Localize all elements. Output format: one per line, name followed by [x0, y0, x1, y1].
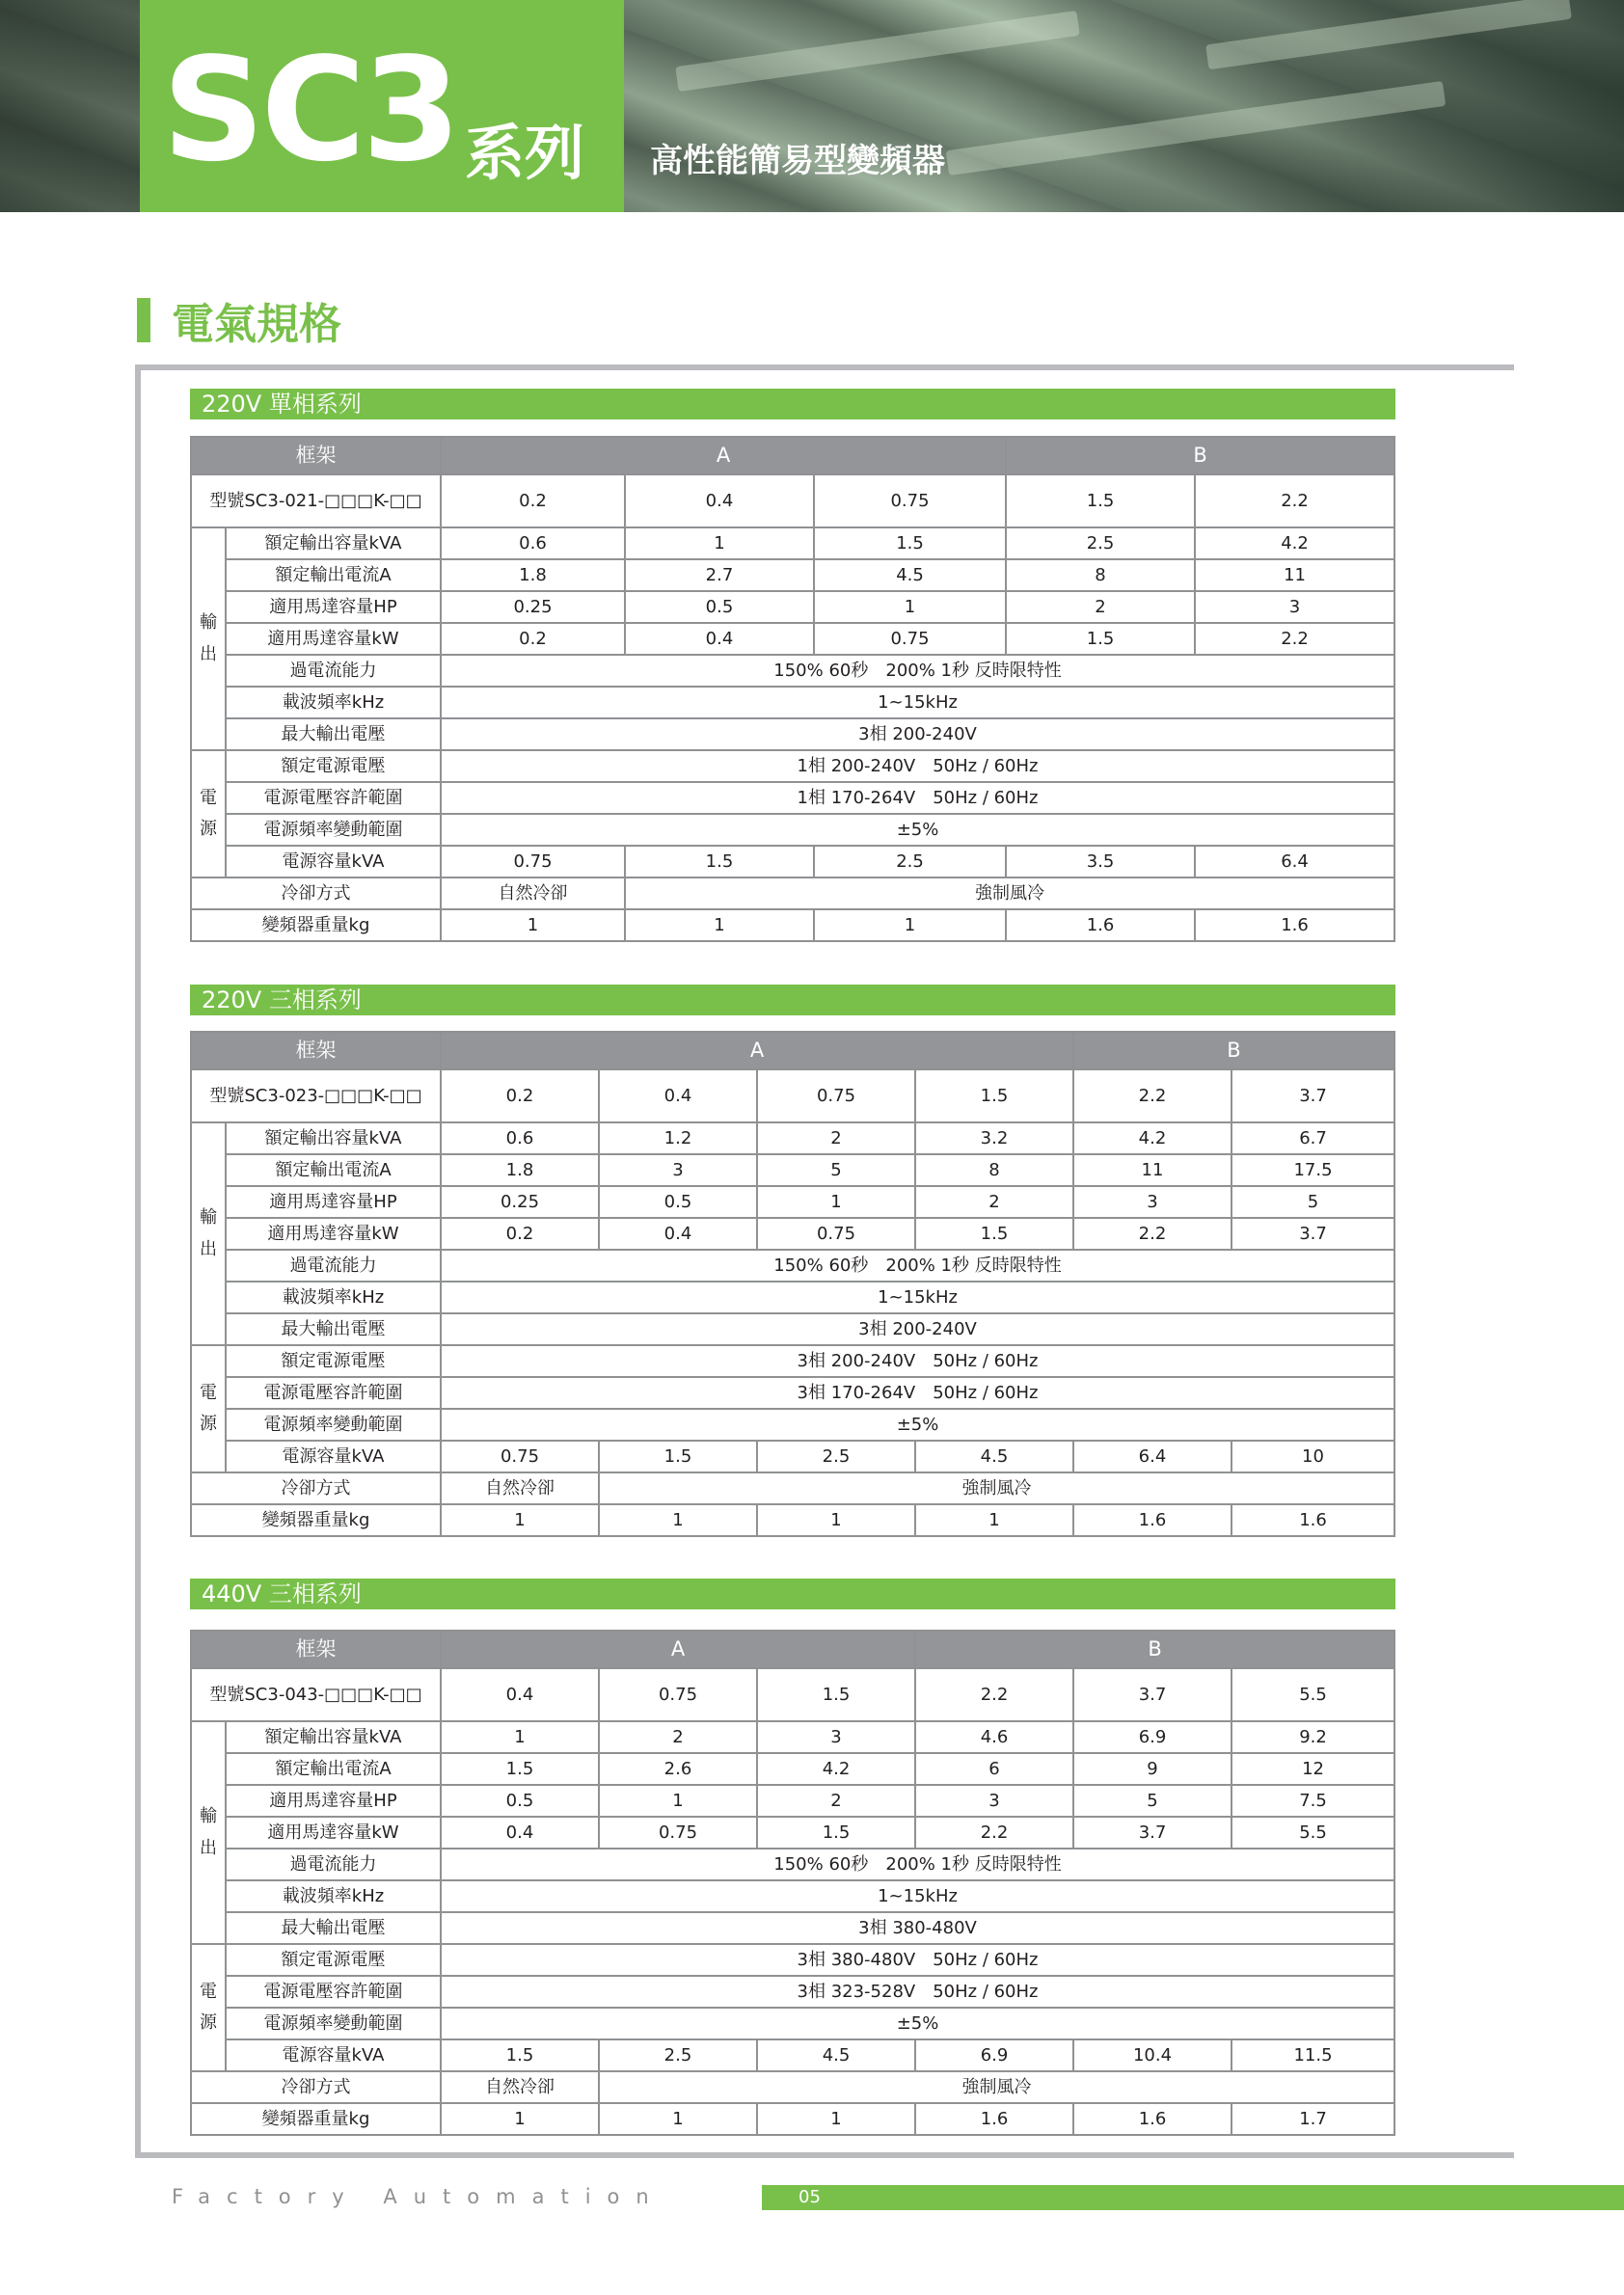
table-row	[191, 591, 1394, 623]
model-label: 型號SC3-023-□□□K-□□	[191, 1069, 441, 1122]
value-cell: 2.5	[1006, 527, 1195, 559]
frame-row	[191, 437, 1394, 474]
value-cell: ±5%	[441, 2008, 1394, 2039]
value-cell: 2.6	[599, 1753, 757, 1785]
table-row	[191, 1377, 1394, 1409]
value-cell: 1相 200-240V 50Hz / 60Hz	[441, 750, 1394, 782]
output-side-label: 輸 出	[191, 1721, 226, 1944]
value-cell: 2.7	[625, 559, 814, 591]
value-cell: 0.5	[599, 1186, 757, 1218]
value-cell: 6	[915, 1753, 1073, 1785]
value-cell: 1	[441, 1721, 599, 1753]
value-cell: 3相 200-240V	[441, 718, 1394, 750]
table-row	[191, 1504, 1394, 1536]
table-row	[191, 1817, 1394, 1849]
power-side-label: 電 源	[191, 750, 226, 878]
value-cell: 150% 60秒 200% 1秒 反時限特性	[441, 1849, 1394, 1880]
frame-label: 框架	[191, 437, 441, 474]
value-cell: 3相 380-480V	[441, 1912, 1394, 1944]
value-cell: 1	[814, 909, 1006, 941]
value-cell: 6.4	[1073, 1441, 1232, 1472]
table-row	[191, 655, 1394, 687]
value-cell: 11	[1073, 1154, 1232, 1186]
group-title-bar: 220V 三相系列	[190, 985, 1395, 1015]
value-cell: 2	[599, 1721, 757, 1753]
value-cell: 0.75	[757, 1218, 915, 1250]
model-label: 型號SC3-043-□□□K-□□	[191, 1668, 441, 1721]
value-cell: 17.5	[1232, 1154, 1394, 1186]
row-label: 載波頻率kHz	[226, 1880, 441, 1912]
footer-tagline: Factory Automation	[172, 2185, 665, 2208]
value-cell: 6.4	[1195, 846, 1394, 878]
banner-light-streak	[1205, 0, 1572, 69]
value-cell: 1.5	[1006, 623, 1195, 655]
value-cell: 強制風冷	[599, 2071, 1394, 2103]
row-label: 適用馬達容量HP	[226, 591, 441, 623]
row-label: 冷卻方式	[191, 2071, 441, 2103]
output-side-label: 輸 出	[191, 1122, 226, 1345]
table-row	[191, 878, 1394, 909]
value-cell: 7.5	[1232, 1785, 1394, 1817]
table-row	[191, 1250, 1394, 1282]
row-label: 過電流能力	[226, 1250, 441, 1282]
value-cell: 1~15kHz	[441, 1282, 1394, 1313]
table-row	[191, 1282, 1394, 1313]
row-label: 電源容量kVA	[226, 2039, 441, 2071]
value-cell: 3	[915, 1785, 1073, 1817]
value-cell: 強制風冷	[625, 878, 1394, 909]
table-row	[191, 2039, 1394, 2071]
value-cell: 2.2	[1073, 1218, 1232, 1250]
row-label: 額定輸出電流A	[226, 559, 441, 591]
value-cell: 1.5	[441, 1753, 599, 1785]
value-cell: 4.5	[814, 559, 1006, 591]
row-label: 冷卻方式	[191, 878, 441, 909]
banner-light-streak	[675, 11, 1080, 92]
value-cell: 11	[1195, 559, 1394, 591]
value-cell: 9.2	[1232, 1721, 1394, 1753]
table-row	[191, 687, 1394, 718]
model-cell: 1.5	[757, 1668, 915, 1721]
value-cell: 1	[599, 1504, 757, 1536]
value-cell: 5	[757, 1154, 915, 1186]
row-label: 電源容量kVA	[226, 1441, 441, 1472]
series-code: SC3	[162, 27, 458, 193]
value-cell: 6.7	[1232, 1122, 1394, 1154]
row-label: 最大輸出電壓	[226, 718, 441, 750]
model-label: 型號SC3-021-□□□K-□□	[191, 474, 441, 527]
frame-row	[191, 1631, 1394, 1668]
value-cell: 1.8	[441, 1154, 599, 1186]
value-cell: 自然冷卻	[441, 1472, 599, 1504]
value-cell: 0.2	[441, 623, 625, 655]
header-banner	[0, 0, 1624, 212]
value-cell: 0.5	[625, 591, 814, 623]
value-cell: 4.2	[1195, 527, 1394, 559]
value-cell: 1.6	[1073, 1504, 1232, 1536]
value-cell: 1.5	[625, 846, 814, 878]
value-cell: 4.6	[915, 1721, 1073, 1753]
value-cell: 1	[441, 2103, 599, 2135]
model-cell: 2.2	[915, 1668, 1073, 1721]
value-cell: 12	[1232, 1753, 1394, 1785]
value-cell: 8	[1006, 559, 1195, 591]
row-label: 電源電壓容許範圍	[226, 782, 441, 814]
value-cell: 0.25	[441, 591, 625, 623]
value-cell: 2.5	[814, 846, 1006, 878]
row-label: 適用馬達容量kW	[226, 1817, 441, 1849]
value-cell: 3.7	[1232, 1218, 1394, 1250]
table-row	[191, 782, 1394, 814]
value-cell: 10	[1232, 1441, 1394, 1472]
row-label: 變頻器重量kg	[191, 2103, 441, 2135]
model-cell: 0.2	[441, 474, 625, 527]
spec-table-220v-single	[190, 436, 1395, 942]
value-cell: 4.5	[757, 2039, 915, 2071]
row-label: 冷卻方式	[191, 1472, 441, 1504]
model-cell: 2.2	[1073, 1069, 1232, 1122]
value-cell: 3	[1195, 591, 1394, 623]
value-cell: 2	[915, 1186, 1073, 1218]
row-label: 最大輸出電壓	[226, 1912, 441, 1944]
table-row	[191, 1472, 1394, 1504]
frame-a: A	[441, 1631, 915, 1668]
value-cell: ±5%	[441, 814, 1394, 846]
row-label: 載波頻率kHz	[226, 1282, 441, 1313]
value-cell: 1	[441, 1504, 599, 1536]
row-label: 電源頻率變動範圍	[226, 2008, 441, 2039]
value-cell: 自然冷卻	[441, 878, 625, 909]
model-cell: 0.4	[441, 1668, 599, 1721]
spec-table-440v-three	[190, 1630, 1395, 2136]
table-row	[191, 1122, 1394, 1154]
row-label: 適用馬達容量HP	[226, 1785, 441, 1817]
value-cell: ±5%	[441, 1409, 1394, 1441]
group-title-bar: 220V 單相系列	[190, 389, 1395, 419]
value-cell: 2	[757, 1785, 915, 1817]
row-label: 額定輸出容量kVA	[226, 1122, 441, 1154]
model-cell: 1.5	[1006, 474, 1195, 527]
value-cell: 5	[1232, 1186, 1394, 1218]
value-cell: 0.4	[441, 1817, 599, 1849]
value-cell: 1	[814, 591, 1006, 623]
value-cell: 1	[757, 1186, 915, 1218]
table-row	[191, 846, 1394, 878]
model-cell: 1.5	[915, 1069, 1073, 1122]
frame-b: B	[1073, 1032, 1394, 1069]
spec-table-220v-three	[190, 1031, 1395, 1537]
power-side-label: 電 源	[191, 1944, 226, 2071]
model-cell: 0.75	[757, 1069, 915, 1122]
table-row	[191, 1721, 1394, 1753]
value-cell: 4.2	[757, 1753, 915, 1785]
value-cell: 5.5	[1232, 1817, 1394, 1849]
table-row	[191, 909, 1394, 941]
value-cell: 11.5	[1232, 2039, 1394, 2071]
value-cell: 6.9	[1073, 1721, 1232, 1753]
model-row	[191, 1069, 1394, 1122]
table-row	[191, 814, 1394, 846]
table-row	[191, 750, 1394, 782]
value-cell: 6.9	[915, 2039, 1073, 2071]
table-row	[191, 1154, 1394, 1186]
value-cell: 10.4	[1073, 2039, 1232, 2071]
frame-a: A	[441, 1032, 1073, 1069]
value-cell: 1.6	[1073, 2103, 1232, 2135]
model-cell: 0.4	[599, 1069, 757, 1122]
value-cell: 3	[1073, 1186, 1232, 1218]
value-cell: 0.5	[441, 1785, 599, 1817]
frame-label: 框架	[191, 1631, 441, 1668]
banner-light-streak	[946, 81, 1447, 176]
row-label: 載波頻率kHz	[226, 687, 441, 718]
model-cell: 0.4	[625, 474, 814, 527]
output-side-label: 輸 出	[191, 527, 226, 750]
row-label: 額定輸出電流A	[226, 1753, 441, 1785]
value-cell: 3	[757, 1721, 915, 1753]
table-row	[191, 1976, 1394, 2008]
table-row	[191, 623, 1394, 655]
row-label: 電源電壓容許範圍	[226, 1377, 441, 1409]
value-cell: 1相 170-264V 50Hz / 60Hz	[441, 782, 1394, 814]
value-cell: 3.7	[1073, 1817, 1232, 1849]
value-cell: 1	[625, 527, 814, 559]
value-cell: 0.75	[599, 1817, 757, 1849]
value-cell: 3	[599, 1154, 757, 1186]
table-row	[191, 2071, 1394, 2103]
value-cell: 0.4	[599, 1218, 757, 1250]
table-row	[191, 2103, 1394, 2135]
series-word: 系列	[465, 118, 585, 188]
value-cell: 1.5	[915, 1218, 1073, 1250]
table-row	[191, 1409, 1394, 1441]
model-cell: 0.2	[441, 1069, 599, 1122]
model-row	[191, 474, 1394, 527]
table-row	[191, 1785, 1394, 1817]
table-row	[191, 718, 1394, 750]
value-cell: 1.7	[1232, 2103, 1394, 2135]
row-label: 額定輸出電流A	[226, 1154, 441, 1186]
row-label: 額定輸出容量kVA	[226, 527, 441, 559]
value-cell: 1	[915, 1504, 1073, 1536]
table-row	[191, 1849, 1394, 1880]
table-row	[191, 1944, 1394, 1976]
row-label: 電源容量kVA	[226, 846, 441, 878]
value-cell: 9	[1073, 1753, 1232, 1785]
value-cell: 1.2	[599, 1122, 757, 1154]
row-label: 額定電源電壓	[226, 1944, 441, 1976]
value-cell: 3相 170-264V 50Hz / 60Hz	[441, 1377, 1394, 1409]
value-cell: 1.5	[599, 1441, 757, 1472]
value-cell: 自然冷卻	[441, 2071, 599, 2103]
footer-page-number: 05	[762, 2185, 1624, 2210]
value-cell: 4.2	[1073, 1122, 1232, 1154]
model-row	[191, 1668, 1394, 1721]
value-cell: 1.6	[1195, 909, 1394, 941]
table-row	[191, 559, 1394, 591]
row-label: 額定電源電壓	[226, 750, 441, 782]
frame-b: B	[915, 1631, 1394, 1668]
value-cell: 2	[757, 1122, 915, 1154]
row-label: 最大輸出電壓	[226, 1313, 441, 1345]
value-cell: 0.75	[441, 846, 625, 878]
value-cell: 0.4	[625, 623, 814, 655]
value-cell: 1	[757, 1504, 915, 1536]
value-cell: 3.5	[1006, 846, 1195, 878]
row-label: 變頻器重量kg	[191, 1504, 441, 1536]
table-row	[191, 1753, 1394, 1785]
row-label: 額定電源電壓	[226, 1345, 441, 1377]
value-cell: 0.75	[814, 623, 1006, 655]
value-cell: 1.6	[1006, 909, 1195, 941]
row-label: 電源電壓容許範圍	[226, 1976, 441, 2008]
table-row	[191, 1441, 1394, 1472]
value-cell: 強制風冷	[599, 1472, 1394, 1504]
model-cell: 0.75	[599, 1668, 757, 1721]
table-row	[191, 1880, 1394, 1912]
value-cell: 1~15kHz	[441, 687, 1394, 718]
value-cell: 2.5	[599, 2039, 757, 2071]
value-cell: 3相 323-528V 50Hz / 60Hz	[441, 1976, 1394, 2008]
value-cell: 2.5	[757, 1441, 915, 1472]
value-cell: 3相 200-240V	[441, 1313, 1394, 1345]
value-cell: 1.5	[814, 527, 1006, 559]
table-row	[191, 527, 1394, 559]
value-cell: 1.6	[1232, 1504, 1394, 1536]
value-cell: 3相 380-480V 50Hz / 60Hz	[441, 1944, 1394, 1976]
row-label: 額定輸出容量kVA	[226, 1721, 441, 1753]
value-cell: 1.5	[757, 1817, 915, 1849]
value-cell: 0.2	[441, 1218, 599, 1250]
row-label: 電源頻率變動範圍	[226, 814, 441, 846]
group-title-bar: 440V 三相系列	[190, 1579, 1395, 1609]
value-cell: 3相 200-240V 50Hz / 60Hz	[441, 1345, 1394, 1377]
value-cell: 0.6	[441, 1122, 599, 1154]
row-label: 適用馬達容量HP	[226, 1186, 441, 1218]
table-row	[191, 1313, 1394, 1345]
section-heading	[137, 295, 341, 349]
table-row	[191, 2008, 1394, 2039]
row-label: 變頻器重量kg	[191, 909, 441, 941]
frame-label: 框架	[191, 1032, 441, 1069]
value-cell: 1	[441, 909, 625, 941]
section-marker	[137, 298, 150, 342]
value-cell: 0.75	[441, 1441, 599, 1472]
value-cell: 150% 60秒 200% 1秒 反時限特性	[441, 1250, 1394, 1282]
value-cell: 1	[599, 2103, 757, 2135]
value-cell: 1	[625, 909, 814, 941]
model-cell: 2.2	[1195, 474, 1394, 527]
value-cell: 1.6	[915, 2103, 1073, 2135]
row-label: 電源頻率變動範圍	[226, 1409, 441, 1441]
value-cell: 2.2	[1195, 623, 1394, 655]
table-row	[191, 1218, 1394, 1250]
power-side-label: 電 源	[191, 1345, 226, 1472]
row-label: 過電流能力	[226, 1849, 441, 1880]
row-label: 適用馬達容量kW	[226, 623, 441, 655]
table-row	[191, 1345, 1394, 1377]
row-label: 適用馬達容量kW	[226, 1218, 441, 1250]
section-title: 電氣規格	[172, 300, 341, 349]
value-cell: 1.5	[441, 2039, 599, 2071]
value-cell: 8	[915, 1154, 1073, 1186]
frame-a: A	[441, 437, 1006, 474]
value-cell: 1	[599, 1785, 757, 1817]
value-cell: 1~15kHz	[441, 1880, 1394, 1912]
value-cell: 2.2	[915, 1817, 1073, 1849]
row-label: 過電流能力	[226, 655, 441, 687]
model-cell: 3.7	[1073, 1668, 1232, 1721]
frame-b: B	[1006, 437, 1394, 474]
value-cell: 0.25	[441, 1186, 599, 1218]
model-cell: 5.5	[1232, 1668, 1394, 1721]
model-cell: 0.75	[814, 474, 1006, 527]
value-cell: 0.6	[441, 527, 625, 559]
table-row	[191, 1912, 1394, 1944]
value-cell: 5	[1073, 1785, 1232, 1817]
frame-row	[191, 1032, 1394, 1069]
value-cell: 1	[757, 2103, 915, 2135]
value-cell: 3.2	[915, 1122, 1073, 1154]
banner-subtitle: 高性能簡易型變頻器	[650, 142, 945, 180]
table-row	[191, 1186, 1394, 1218]
value-cell: 4.5	[915, 1441, 1073, 1472]
value-cell: 2	[1006, 591, 1195, 623]
value-cell: 150% 60秒 200% 1秒 反時限特性	[441, 655, 1394, 687]
model-cell: 3.7	[1232, 1069, 1394, 1122]
value-cell: 1.8	[441, 559, 625, 591]
